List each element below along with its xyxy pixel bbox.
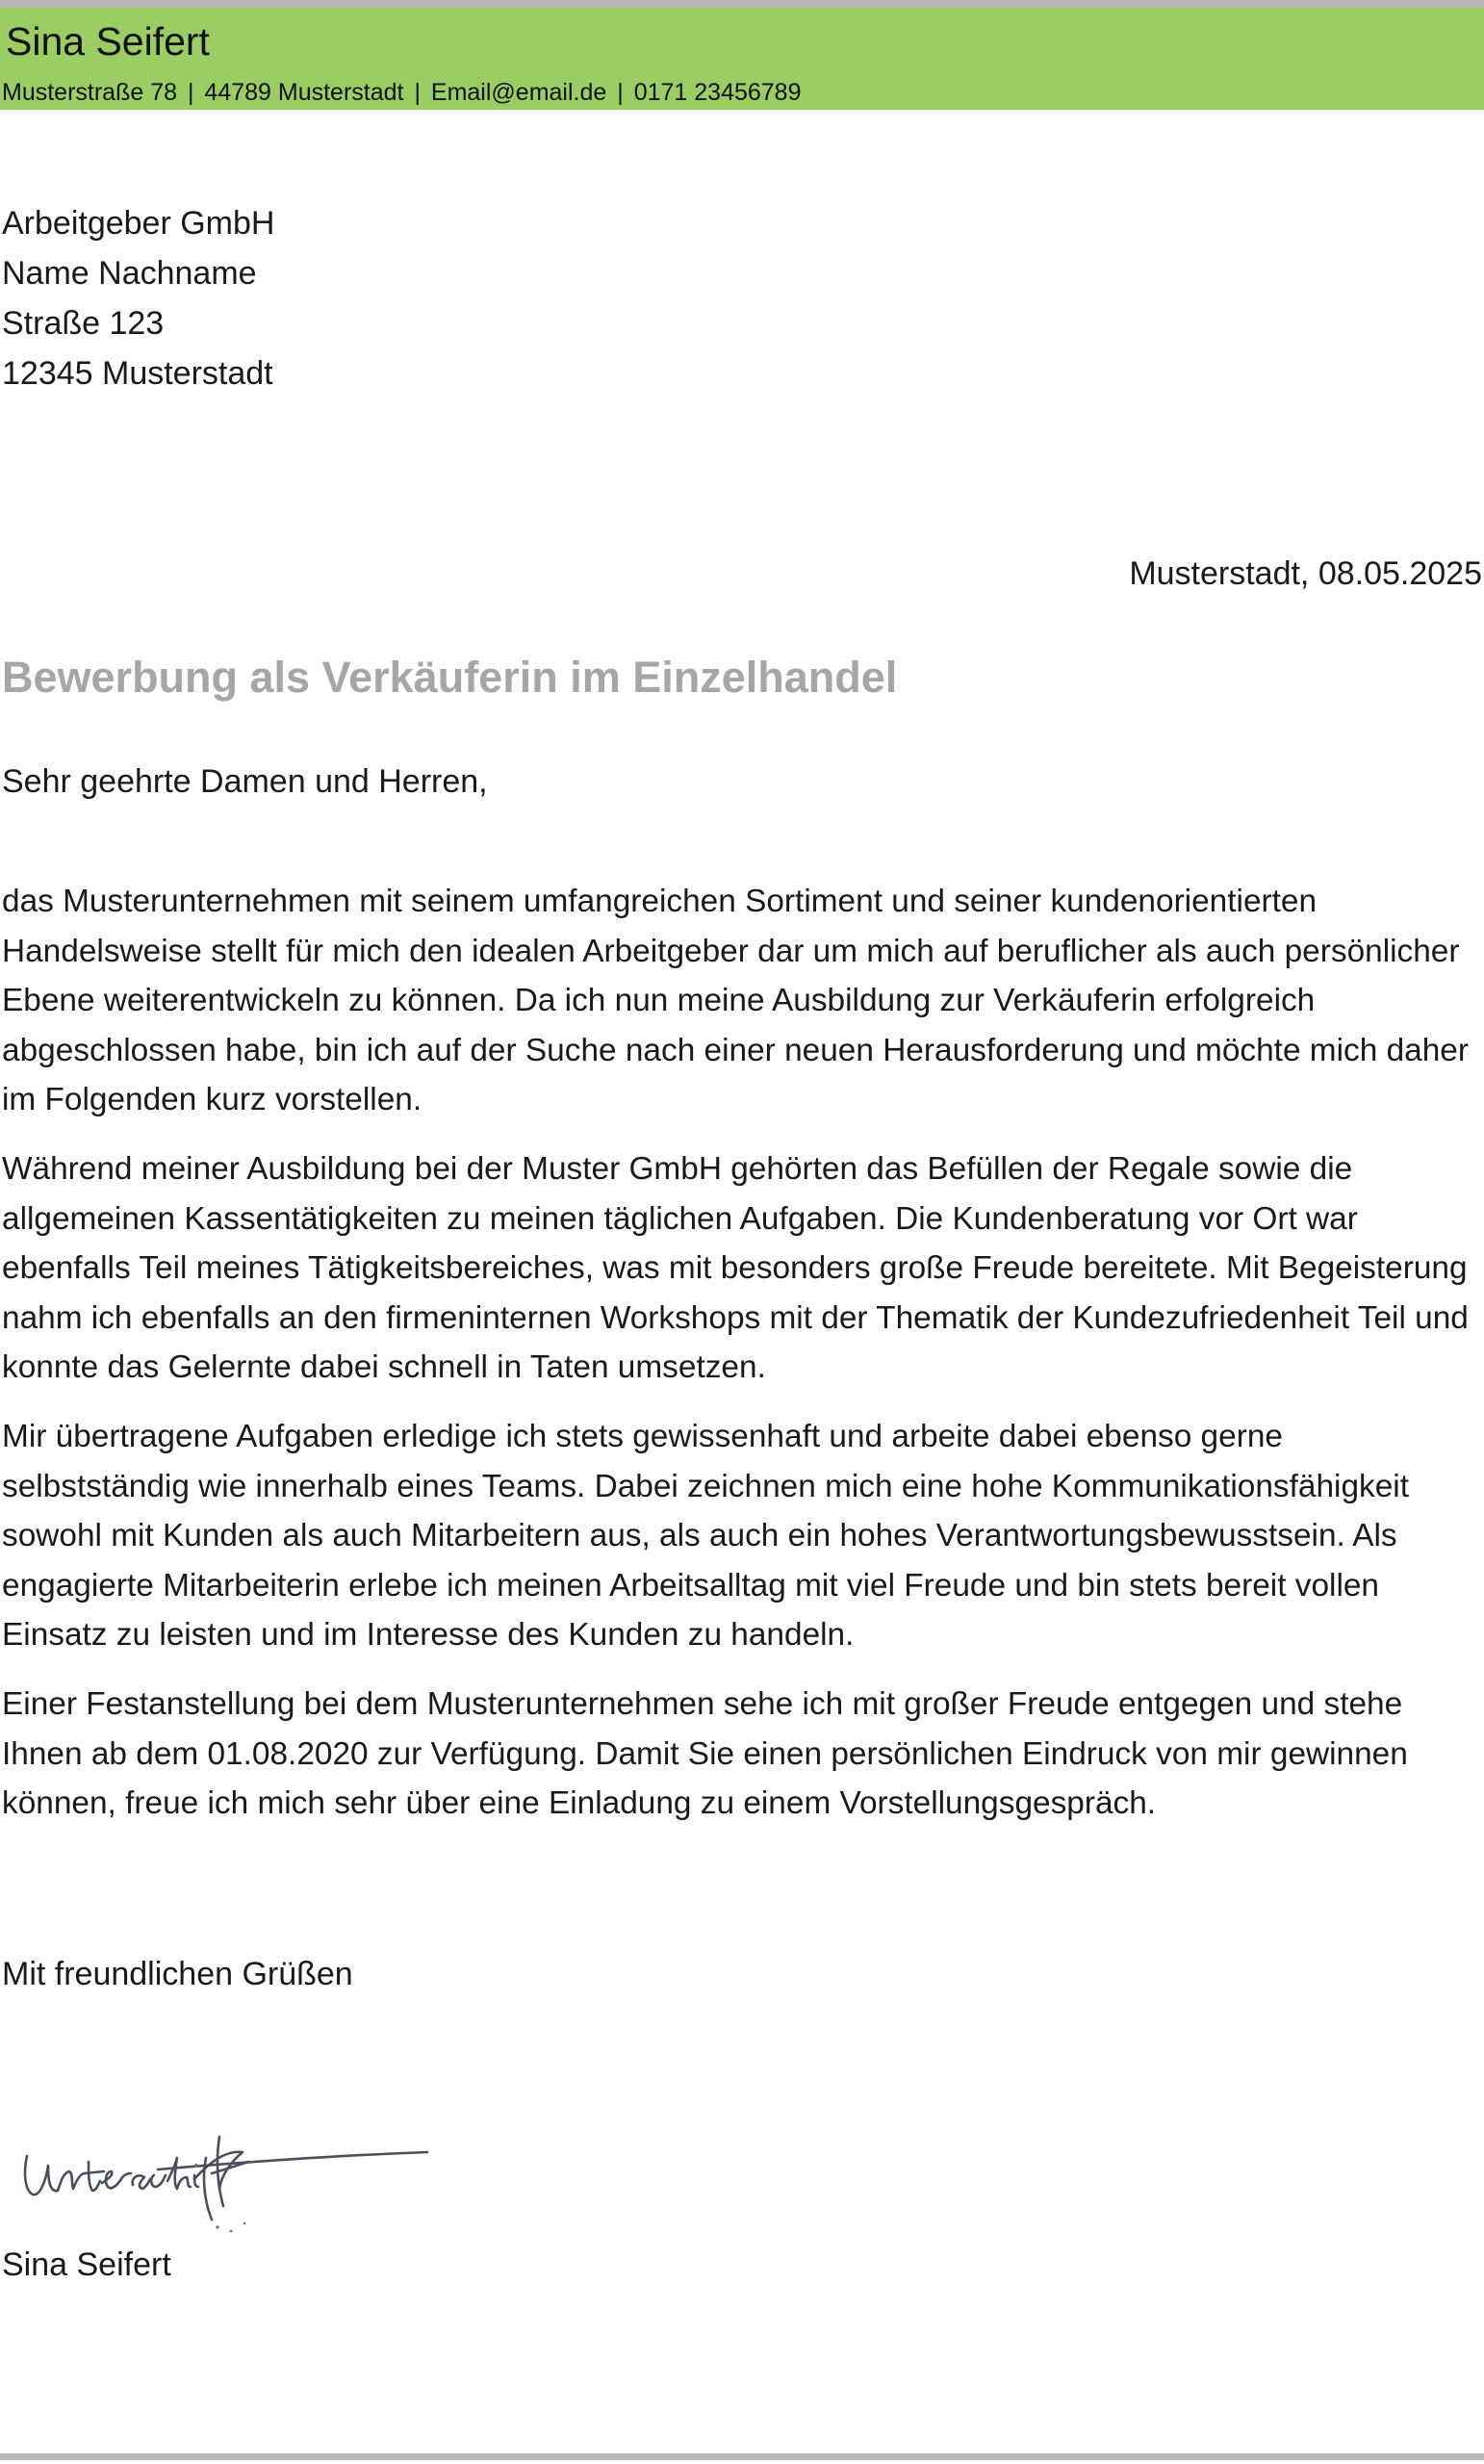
sender-phone: 0171 23456789 bbox=[633, 79, 802, 106]
body-paragraph: das Musterunternehmen mit seinem umfangreichen Sortiment und seiner kundenorientierten Handelsweise stellt für mich den idealen Arbeitgeber dar um mich auf beruflicher als auch persönlicher Ebene weiterentwickeln zu können. Da ich nun meine Ausbildung zur Verkäuferin erfolgreich abgeschlossen habe, bin ich auf der Suche nach einer neuen Herausforderung und möchte mich daher im Folgenden kurz vorstellen. bbox=[2, 884, 1469, 1118]
bottom-rule bbox=[0, 2453, 1484, 2460]
sender-email: Email@email.de bbox=[430, 79, 607, 106]
body-paragraph: Während meiner Ausbildung bei der Muster GmbH gehörten das Befüllen der Regale sowie die allgemeinen Kassentätigkeiten zu meinen täglichen Aufgaben. Die Kundenberatung vor Ort war ebenfalls Teil meines Tätigkeitsbereiches, was mit besonders große Freude bereitete. Mit Begeisterung nahm ich ebenfalls an den firmeninternen Workshops mit der Thematik der Kundezufriedenheit Teil und konnte das Gelernte dabei schnell in Taten umsetzen. bbox=[2, 1150, 1469, 1386]
signer-name: Sina Seifert bbox=[2, 2246, 171, 2283]
sender-contact-line bbox=[2, 78, 802, 107]
top-rule bbox=[0, 0, 1484, 8]
sender-street: Musterstraße 78 bbox=[2, 79, 178, 106]
body-paragraph: Mir übertragene Aufgaben erledige ich stets gewissenhaft und arbeite dabei ebenso gerne selbstständig wie innerhalb eines Teams. Dabei zeichnen mich eine hohe Kommunikationsfähigkeit sowohl mit Kunden als auch Mitarbeitern aus, als auch ein hohes Verantwortungsbewusstsein. Als engagierte Mitarbeiterin erlebe ich meinen Arbeitsalltag mit viel Freude und bin stets bereit vollen Einsatz zu leisten und im Interesse des Kunden zu handeln. bbox=[2, 1418, 1409, 1654]
letterhead-band bbox=[0, 8, 1484, 110]
recipient-contact: Name Nachname bbox=[2, 255, 257, 292]
recipient-address bbox=[2, 198, 274, 398]
body-paragraph: Einer Festanstellung bei dem Musterunternehmen sehe ich mit großer Freude entgegen und stehe Ihnen ab dem 01.08.2020 zur Verfügung. Damit Sie einen persönlichen Eindruck von mir gewinnen können, freue ich mich sehr über eine Einladung zu einem Vorstellungsgespräch. bbox=[2, 1685, 1408, 1822]
recipient-street: Straße 123 bbox=[2, 305, 165, 342]
recipient-company: Arbeitgeber GmbH bbox=[2, 205, 275, 242]
contact-separator: | bbox=[617, 79, 624, 106]
letter-body bbox=[2, 877, 1479, 1848]
salutation: Sehr geehrte Damen und Herren, bbox=[2, 763, 488, 800]
sender-name: Sina Seifert bbox=[6, 19, 210, 64]
contact-separator: | bbox=[187, 79, 194, 106]
contact-separator: | bbox=[414, 79, 421, 106]
sender-city: 44789 Musterstadt bbox=[204, 79, 404, 106]
letter-subject: Bewerbung als Verkäuferin im Einzelhandel bbox=[2, 653, 898, 702]
place-date: Musterstadt, 08.05.2025 bbox=[1129, 555, 1482, 592]
handwritten-signature bbox=[13, 2123, 437, 2239]
recipient-city: 12345 Musterstadt bbox=[2, 355, 273, 392]
closing-phrase: Mit freundlichen Grüßen bbox=[2, 1956, 353, 1992]
